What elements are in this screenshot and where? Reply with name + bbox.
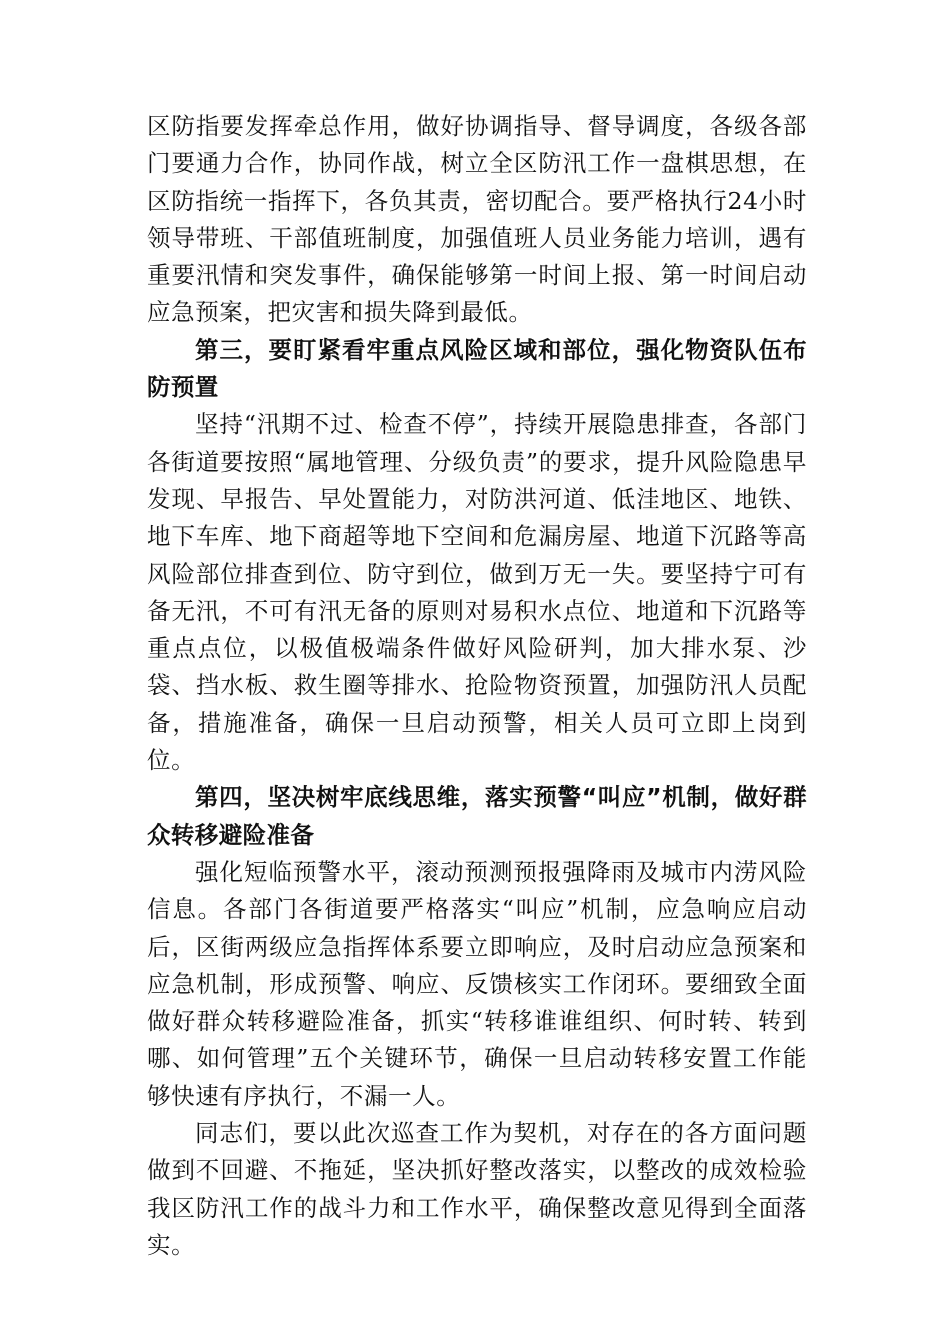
paragraph-section-three: 坚持“汛期不过、检查不停”，持续开展隐患排查，各部门各街道要按照“属地管理、分级负责”的要求，提升风险隐患早发现、早报告、早处置能力，对防洪河道、低洼地区、地铁、地下车库、地下商超等地下空间和危漏房屋、地道下沉路等高风险部位排查到位、防守到位，做到万无一失。要坚持宁可有备无汛，不可有汛无备的原则对易积水点位、地道和下沉路等重点点位，以极值极端条件做好风险研判，加大排水泵、沙袋、挡水板、救生圈等排水、抢险物资预置，加强防汛人员配备，措施准备，确保一旦启动预警，相关人员可立即上岗到位。	[147, 410, 807, 775]
section-heading-three: 第三，要盯紧看牢重点风险区域和部位，强化物资队伍布防预置	[147, 335, 807, 402]
paragraph-section-four: 强化短临预警水平，滚动预测预报强降雨及城市内涝风险信息。各部门各街道要严格落实“叫应”机制，应急响应启动后，区街两级应急指挥体系要立即响应，及时启动应急预案和应急机制，形成预警、响应、反馈核实工作闭环。要细致全面做好群众转移避险准备，抓实“转移谁谁组织、何时转、转到哪、如何管理”五个关键环节，确保一旦启动转移安置工作能够快速有序执行，不漏一人。	[147, 857, 807, 1110]
paragraph-intro: 区防指要发挥牵总作用，做好协调指导、督导调度，各级各部门要通力合作，协同作战，树立全区防汛工作一盘棋思想，在区防指统一指挥下，各负其责，密切配合。要严格执行24小时领导带班、干部值班制度，加强值班人员业务能力培训，遇有重要汛情和突发事件，确保能够第一时间上报、第一时间启动应急预案，把灾害和损失降到最低。	[147, 112, 807, 327]
section-heading-four: 第四，坚决树牢底线思维，落实预警“叫应”机制，做好群众转移避险准备	[147, 783, 807, 849]
paragraph-closing: 同志们，要以此次巡查工作为契机，对存在的各方面问题做到不回避、不拖延，坚决抓好整改落实，以整改的成效检验我区防汛工作的战斗力和工作水平，确保整改意见得到全面落实。	[147, 1119, 807, 1259]
document-page	[147, 108, 807, 1264]
